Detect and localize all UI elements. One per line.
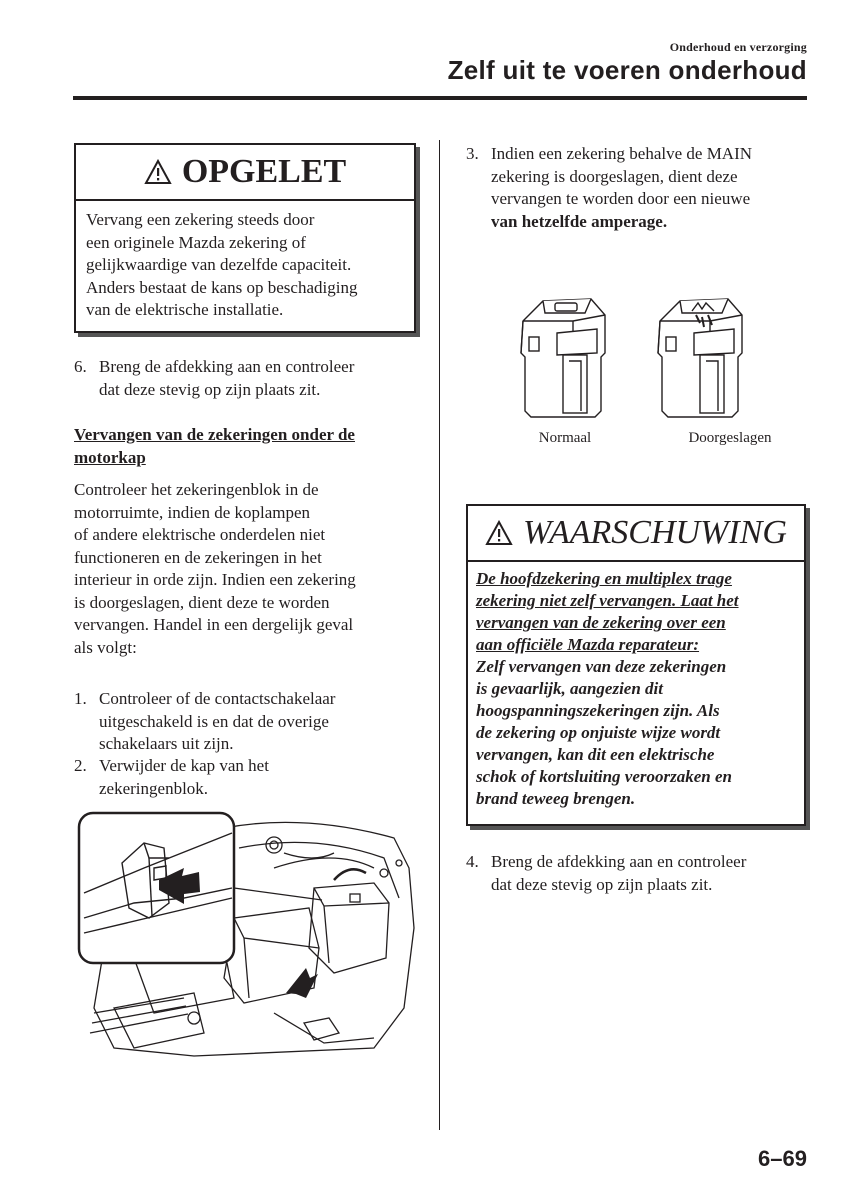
- caution-line: van de elektrische installatie.: [86, 300, 284, 319]
- caution-line: een originele Mazda zekering of: [86, 232, 306, 252]
- warning-line: Zelf vervangen van deze zekeringen: [476, 657, 727, 676]
- caution-line: Anders bestaat de kans op beschadiging: [86, 277, 358, 297]
- caution-header: [76, 145, 414, 201]
- warning-line: brand teweeg brengen.: [476, 789, 636, 808]
- paragraph-line: is doorgeslagen, dient deze te worden: [74, 592, 330, 612]
- warning-box: [466, 504, 806, 826]
- step-line-bold: van hetzelfde amperage.: [491, 211, 668, 231]
- engine-bay-illustration: [74, 808, 419, 1058]
- step-number: 4.: [466, 852, 479, 871]
- warning-line: zekering niet zelf vervangen. Laat het: [476, 591, 739, 610]
- subheading-line: motorkap: [74, 447, 146, 467]
- step-line: Breng de afdekking aan en controleer: [491, 852, 747, 871]
- paragraph-line: motorruimte, indien de koplampen: [74, 502, 311, 522]
- column-divider: [439, 140, 440, 1130]
- step-line: vervangen te worden door een nieuwe: [491, 189, 751, 208]
- caption-blown: Doorgeslagen: [688, 430, 772, 446]
- step-number: 3.: [466, 144, 479, 163]
- fuse-normal-illustration: [515, 293, 611, 421]
- caution-heading: OPGELET: [181, 153, 347, 190]
- warning-heading: WAARSCHUWING: [523, 514, 787, 551]
- paragraph-line: Controleer het zekeringenblok in de: [74, 480, 319, 499]
- paragraph-line: of andere elektrische onderdelen niet: [74, 525, 326, 544]
- step-line: Breng de afdekking aan en controleer: [99, 357, 355, 376]
- paragraph-line: als volgt:: [74, 637, 137, 657]
- caption-normal: Normaal: [538, 430, 592, 446]
- warning-triangle-icon: [485, 520, 513, 546]
- fuse-blown-illustration: [652, 293, 748, 421]
- step-4: [466, 851, 811, 896]
- caution-box: [74, 143, 416, 333]
- warning-line: is gevaarlijk, aangezien dit: [476, 679, 663, 698]
- warning-line: vervangen van de zekering over een: [476, 613, 726, 632]
- warning-text: [468, 562, 804, 810]
- step-number: 2.: [74, 756, 87, 775]
- paragraph-line: vervangen. Handel in een dergelijk geval: [74, 615, 354, 634]
- warning-line: de zekering op onjuiste wijze wordt: [476, 723, 721, 742]
- step-line: dat deze stevig op zijn plaats zit.: [99, 379, 321, 399]
- step-line: Verwijder de kap van het: [99, 756, 269, 775]
- page-title: Zelf uit te voeren onderhoud: [447, 55, 807, 85]
- warning-line: vervangen, kan dit een elektrische: [476, 745, 715, 764]
- step-1: [74, 688, 424, 756]
- warning-line: schok of kortsluiting veroorzaken en: [476, 767, 732, 786]
- caution-text: [76, 201, 414, 322]
- step-line: Controleer of de contactschakelaar: [99, 689, 336, 708]
- warning-triangle-icon: [144, 159, 172, 185]
- intro-paragraph: [74, 479, 424, 659]
- step-3: [466, 143, 811, 233]
- warning-line: hoogspanningszekeringen zijn. Als: [476, 701, 720, 720]
- warning-header: [468, 506, 804, 562]
- caution-line: gelijkwaardige van dezelfde capaciteit.: [86, 255, 352, 274]
- step-line: schakelaars uit zijn.: [99, 734, 234, 753]
- step-2: [74, 755, 424, 800]
- step-number: 1.: [74, 689, 87, 708]
- section-label: Onderhoud en verzorging: [669, 40, 807, 54]
- step-6: [74, 356, 424, 401]
- paragraph-line: interieur in orde zijn. Indien een zekering: [74, 570, 356, 589]
- paragraph-line: functioneren en de zekeringen in het: [74, 547, 322, 567]
- subheading-line: Vervangen van de zekeringen onder de: [74, 425, 355, 444]
- warning-line: aan officiële Mazda reparateur:: [476, 635, 700, 654]
- step-line: dat deze stevig op zijn plaats zit.: [491, 874, 713, 894]
- step-line: Indien een zekering behalve de MAIN: [491, 144, 753, 163]
- step-line: zekering is doorgeslagen, dient deze: [491, 166, 738, 186]
- step-line: uitgeschakeld is en dat de overige: [99, 711, 329, 731]
- title-rule: [73, 96, 807, 100]
- subheading: [74, 424, 424, 469]
- step-number: 6.: [74, 357, 87, 376]
- warning-line: De hoofdzekering en multiplex trage: [476, 569, 732, 588]
- step-line: zekeringenblok.: [99, 778, 209, 798]
- page-number: 6–69: [758, 1146, 807, 1171]
- caution-line: Vervang een zekering steeds door: [86, 210, 315, 229]
